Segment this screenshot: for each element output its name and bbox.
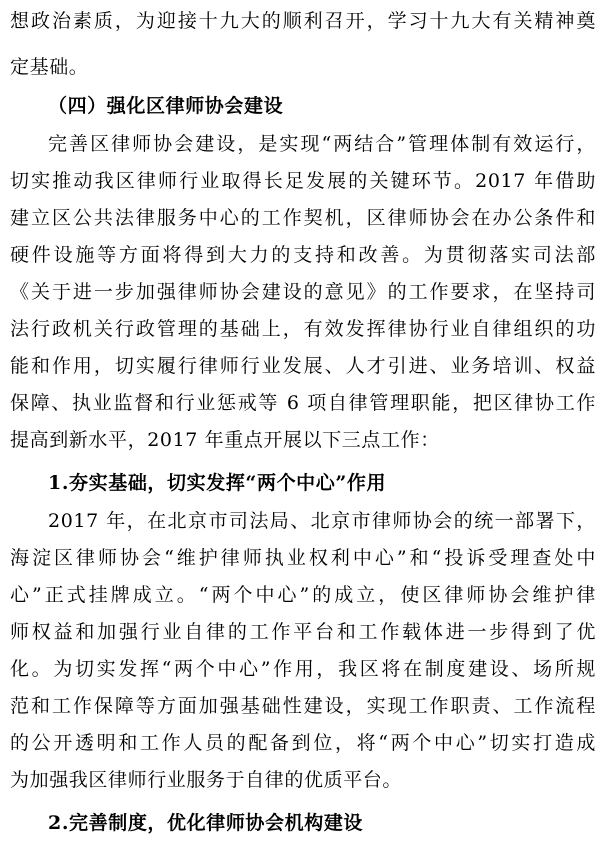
section-heading: （四）强化区律师协会建设: [48, 95, 284, 117]
text-line: 范和工作保障等方面加强基础性建设，实现工作职责、工作流程: [10, 695, 596, 717]
text-line: 《关于进一步加强律师协会建设的意见》的工作要求，在坚持司: [10, 281, 596, 303]
text-line: 海淀区律师协会“维护律师执业权利中心”和“投诉受理查处中: [10, 547, 596, 569]
text-line: 完善区律师协会建设，是实现“两结合”管理体制有效运行，: [48, 133, 596, 155]
text-line: 的公开透明和工作人员的配备到位，将“两个中心”切实打造成: [10, 732, 596, 754]
text-line: 定基础。: [10, 56, 89, 78]
text-line: 硬件设施等方面将得到大力的支持和改善。为贯彻落实司法部: [10, 244, 596, 266]
text-line: 心”正式挂牌成立。“两个中心”的成立，使区律师协会维护律: [10, 584, 596, 606]
text-line: 想政治素质，为迎接十九大的顺利召开，学习十九大有关精神奠: [10, 10, 596, 32]
text-line: 2017 年，在北京市司法局、北京市律师协会的统一部署下，: [48, 510, 596, 532]
text-line: 提高到新水平，2017 年重点开展以下三点工作：: [10, 429, 440, 451]
text-line: 能和作用，切实履行律师行业发展、人才引进、业务培训、权益: [10, 355, 596, 377]
text-line: 化。为切实发挥“两个中心”作用，我区将在制度建设、场所规: [10, 658, 596, 680]
text-line: 师权益和加强行业自律的工作平台和工作载体进一步得到了优: [10, 621, 596, 643]
text-line: 法行政机关行政管理的基础上，有效发挥律协行业自律组织的功: [10, 318, 596, 340]
item-heading: 1.夯实基础，切实发挥“两个中心”作用: [48, 472, 387, 494]
text-line: 切实推动我区律师行业取得长足发展的关键环节。2017 年借助: [10, 170, 596, 192]
text-line: 保障、执业监督和行业惩戒等 6 项自律管理职能，把区律协工作: [10, 392, 596, 414]
text-line: 为加强我区律师行业服务于自律的优质平台。: [10, 769, 403, 791]
text-line: 建立区公共法律服务中心的工作契机，区律师协会在办公条件和: [10, 207, 596, 229]
item-heading: 2.完善制度，优化律师协会机构建设: [48, 812, 364, 834]
